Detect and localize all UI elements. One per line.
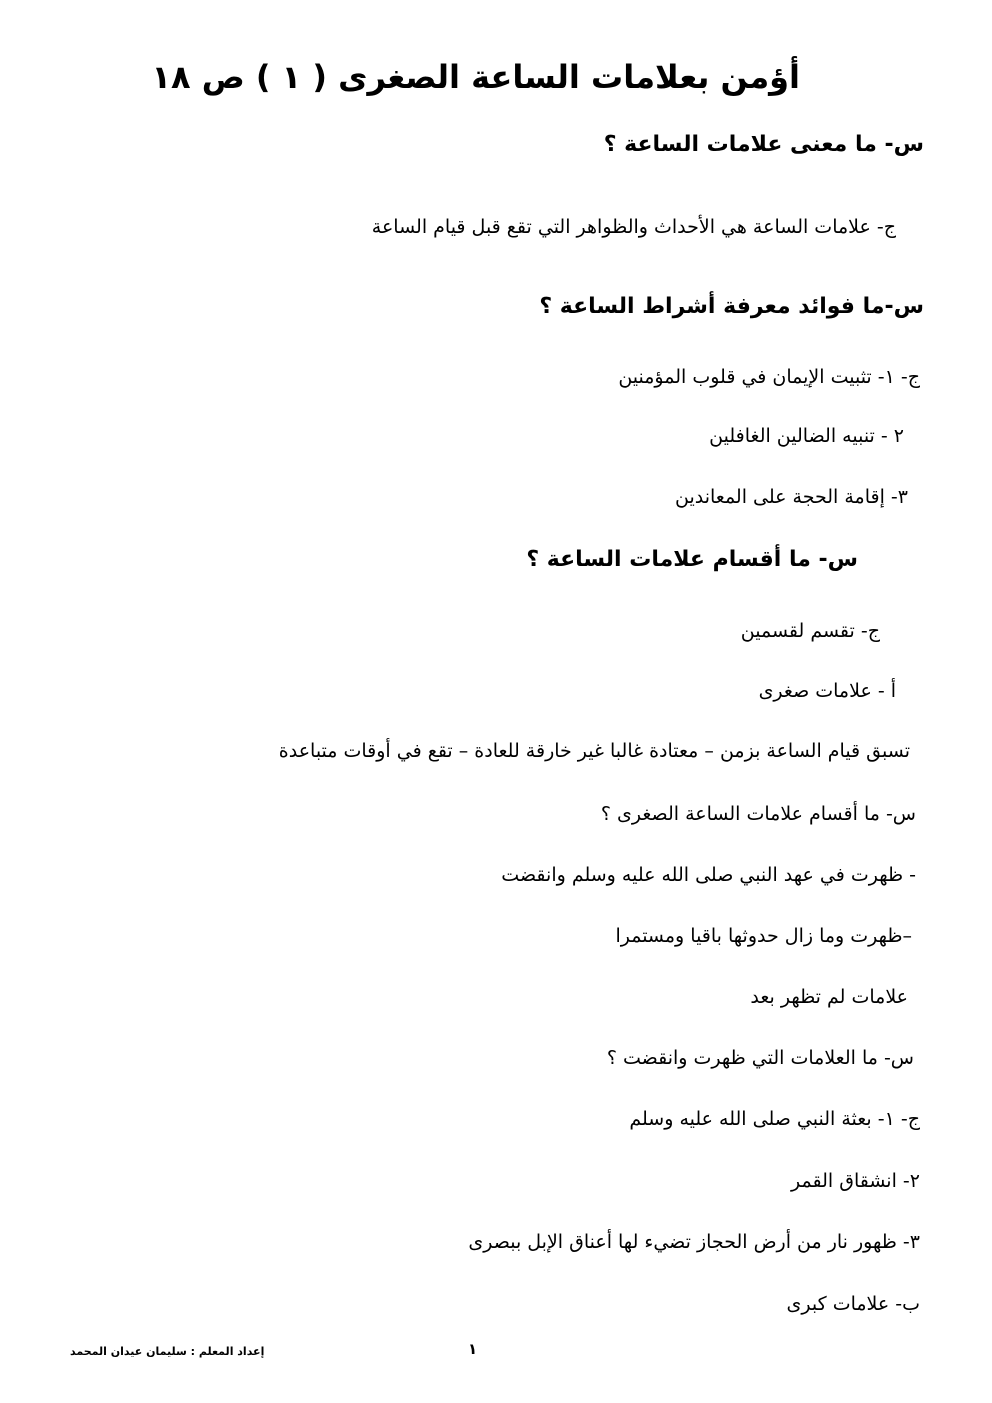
answer-benefit-1: ج- ١- تثبيت الإيمان في قلوب المؤمنين: [618, 366, 920, 388]
answer-two-categories: ج- تقسم لقسمين: [740, 620, 880, 642]
major-signs-heading: ب- علامات كبرى: [786, 1293, 920, 1315]
minor-signs-heading: أ - علامات صغرى: [758, 680, 896, 702]
answer-benefit-3: ٣- إقامة الحجة على المعاندين: [674, 486, 908, 508]
question-meaning: س- ما معنى علامات الساعة ؟: [603, 132, 924, 157]
minor-category-1: - ظهرت في عهد النبي صلى الله عليه وسلم وانقضت: [501, 864, 916, 886]
minor-category-2: –ظهرت وما زال حدوثها باقيا ومستمرا: [615, 925, 912, 947]
answer-meaning: ج- علامات الساعة هي الأحداث والظواهر التي تقع قبل قيام الساعة: [371, 216, 896, 238]
answer-appeared-2: ٢- انشقاق القمر: [791, 1170, 920, 1192]
question-appeared-ended: س- ما العلامات التي ظهرت وانقضت ؟: [606, 1047, 914, 1069]
page-number: ١: [468, 1340, 478, 1358]
footer-author: إعداد المعلم : سليمان عيدان المحمد: [70, 1345, 265, 1358]
answer-appeared-3: ٣- ظهور نار من أرض الحجاز تضيء لها أعناق الإبل ببصرى: [468, 1231, 920, 1253]
answer-appeared-1: ج- ١- بعثة النبي صلى الله عليه وسلم: [629, 1108, 920, 1130]
question-minor-categories: س- ما أقسام علامات الساعة الصغرى ؟: [600, 803, 916, 825]
question-categories: س- ما أقسام علامات الساعة ؟: [526, 547, 858, 572]
minor-signs-description: تسبق قيام الساعة بزمن – معتادة غالبا غير خارقة للعادة – تقع في أوقات متباعدة: [278, 740, 910, 762]
page-title: أؤمن بعلامات الساعة الصغرى ( ١ ) ص ١٨: [151, 58, 800, 96]
question-benefits: س-ما فوائد معرفة أشراط الساعة ؟: [539, 294, 924, 319]
minor-category-3: علامات لم تظهر بعد: [750, 986, 908, 1008]
answer-benefit-2: ٢ - تنبيه الضالين الغافلين: [709, 425, 904, 447]
